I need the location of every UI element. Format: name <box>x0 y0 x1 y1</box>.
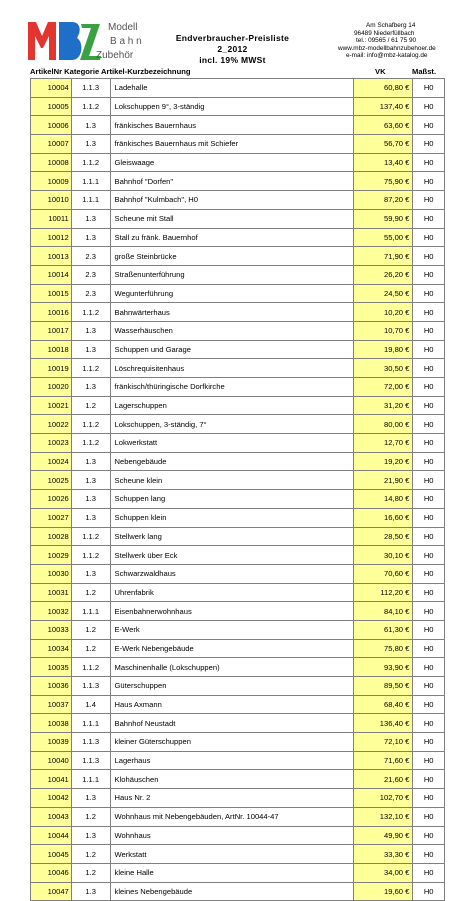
price: 75,80 € <box>354 639 413 658</box>
scale: H0 <box>413 209 445 228</box>
scale: H0 <box>413 677 445 696</box>
article-number: 10028 <box>31 527 72 546</box>
scale: H0 <box>413 265 445 284</box>
price: 33,30 € <box>354 845 413 864</box>
scale: H0 <box>413 359 445 378</box>
price: 71,90 € <box>354 247 413 266</box>
table-row <box>31 378 445 397</box>
scale: H0 <box>413 303 445 322</box>
price: 21,90 € <box>354 471 413 490</box>
category: 1.3 <box>71 209 110 228</box>
category: 1.2 <box>71 583 110 602</box>
table-row <box>31 677 445 696</box>
table-row <box>31 452 445 471</box>
scale: H0 <box>413 228 445 247</box>
category: 1.2 <box>71 863 110 882</box>
address-line: e-mail: info@mbz-katalog.de <box>346 52 428 60</box>
category: 1.1.3 <box>71 79 110 98</box>
table-row <box>31 340 445 359</box>
category: 1.1.1 <box>71 172 110 191</box>
article-name: Güterschuppen <box>110 677 354 696</box>
scale: H0 <box>413 527 445 546</box>
article-number: 10019 <box>31 359 72 378</box>
category: 1.1.2 <box>71 415 110 434</box>
table-row <box>31 116 445 135</box>
price: 137,40 € <box>354 97 413 116</box>
scale: H0 <box>413 508 445 527</box>
article-number: 10027 <box>31 508 72 527</box>
category: 1.3 <box>71 340 110 359</box>
scale: H0 <box>413 321 445 340</box>
category: 1.1.2 <box>71 527 110 546</box>
price: 72,10 € <box>354 733 413 752</box>
price: 34,00 € <box>354 863 413 882</box>
article-number: 10040 <box>31 751 72 770</box>
mbz-logo <box>26 18 156 62</box>
category: 1.1.2 <box>71 658 110 677</box>
table-row <box>31 546 445 565</box>
scale: H0 <box>413 79 445 98</box>
category: 1.3 <box>71 789 110 808</box>
article-name: Stellwerk über Eck <box>110 546 354 565</box>
title-line-2: incl. 19% MWSt <box>199 55 266 65</box>
article-name: E-Werk <box>110 620 354 639</box>
table-row <box>31 863 445 882</box>
price: 102,70 € <box>354 789 413 808</box>
table-row <box>31 733 445 752</box>
article-number: 10021 <box>31 396 72 415</box>
scale: H0 <box>413 97 445 116</box>
table-row <box>31 564 445 583</box>
article-number: 10015 <box>31 284 72 303</box>
article-name: Bahnhof "Kulmbach", H0 <box>110 191 354 210</box>
table-row <box>31 247 445 266</box>
scale: H0 <box>413 620 445 639</box>
article-number: 10024 <box>31 452 72 471</box>
table-row <box>31 284 445 303</box>
price: 89,50 € <box>354 677 413 696</box>
category: 2.3 <box>71 284 110 303</box>
address-line: 96489 Niederfüllbach <box>354 29 415 37</box>
article-number: 10029 <box>31 546 72 565</box>
article-number: 10013 <box>31 247 72 266</box>
article-number: 10030 <box>31 564 72 583</box>
table-row <box>31 620 445 639</box>
article-name: große Steinbrücke <box>110 247 354 266</box>
scale: H0 <box>413 583 445 602</box>
category: 1.1.2 <box>71 153 110 172</box>
category: 1.3 <box>71 882 110 901</box>
scale: H0 <box>413 378 445 397</box>
column-header-row <box>0 64 452 77</box>
category: 1.1.2 <box>71 97 110 116</box>
scale: H0 <box>413 546 445 565</box>
scale: H0 <box>413 639 445 658</box>
company-address <box>338 22 452 60</box>
scale: H0 <box>413 751 445 770</box>
scale: H0 <box>413 602 445 621</box>
table-row <box>31 265 445 284</box>
category: 1.1.2 <box>71 546 110 565</box>
article-number: 10047 <box>31 882 72 901</box>
table-row <box>31 191 445 210</box>
article-name: Scheune mit Stall <box>110 209 354 228</box>
column-header-scale: Maßst. <box>412 67 437 76</box>
table-row <box>31 97 445 116</box>
table-row <box>31 79 445 98</box>
article-number: 10037 <box>31 695 72 714</box>
article-name: Scheune klein <box>110 471 354 490</box>
article-name: Löschrequisitenhaus <box>110 359 354 378</box>
scale: H0 <box>413 845 445 864</box>
category: 1.2 <box>71 620 110 639</box>
article-name: Lagerschuppen <box>110 396 354 415</box>
scale: H0 <box>413 116 445 135</box>
address-line: www.mbz-modellbahnzubehoer.de <box>338 44 436 52</box>
scale: H0 <box>413 452 445 471</box>
article-number: 10017 <box>31 321 72 340</box>
article-number: 10011 <box>31 209 72 228</box>
article-number: 10042 <box>31 789 72 808</box>
table-row <box>31 396 445 415</box>
mbz-logo-graphic <box>26 18 156 62</box>
scale: H0 <box>413 564 445 583</box>
price: 19,20 € <box>354 452 413 471</box>
category: 1.3 <box>71 471 110 490</box>
price: 19,60 € <box>354 882 413 901</box>
category: 1.3 <box>71 116 110 135</box>
price: 60,80 € <box>354 79 413 98</box>
article-name: fränkisches Bauernhaus mit Schiefer <box>110 135 354 154</box>
article-number: 10007 <box>31 135 72 154</box>
svg-text:B a h n: B a h n <box>110 36 142 47</box>
price: 10,70 € <box>354 321 413 340</box>
category: 1.3 <box>71 508 110 527</box>
price: 56,70 € <box>354 135 413 154</box>
article-name: Schuppen klein <box>110 508 354 527</box>
scale: H0 <box>413 658 445 677</box>
price: 63,60 € <box>354 116 413 135</box>
table-row <box>31 209 445 228</box>
price: 13,40 € <box>354 153 413 172</box>
article-number: 10012 <box>31 228 72 247</box>
scale: H0 <box>413 826 445 845</box>
category: 1.1.3 <box>71 677 110 696</box>
price: 12,70 € <box>354 434 413 453</box>
price: 16,60 € <box>354 508 413 527</box>
category: 1.4 <box>71 695 110 714</box>
price: 24,50 € <box>354 284 413 303</box>
price: 30,10 € <box>354 546 413 565</box>
article-name: Straßenunterführung <box>110 265 354 284</box>
category: 1.3 <box>71 564 110 583</box>
price: 80,00 € <box>354 415 413 434</box>
scale: H0 <box>413 191 445 210</box>
scale: H0 <box>413 770 445 789</box>
article-name: Werkstatt <box>110 845 354 864</box>
article-number: 10006 <box>31 116 72 135</box>
article-name: Maschinenhalle (Lokschuppen) <box>110 658 354 677</box>
article-number: 10004 <box>31 79 72 98</box>
scale: H0 <box>413 415 445 434</box>
price-table <box>30 78 445 901</box>
article-name: Lagerhaus <box>110 751 354 770</box>
price: 28,50 € <box>354 527 413 546</box>
table-row <box>31 845 445 864</box>
price: 19,80 € <box>354 340 413 359</box>
scale: H0 <box>413 396 445 415</box>
article-number: 10018 <box>31 340 72 359</box>
table-row <box>31 639 445 658</box>
article-number: 10016 <box>31 303 72 322</box>
title-line-1: Endverbraucher-Preisliste 2_2012 <box>175 33 290 54</box>
table-row <box>31 658 445 677</box>
category: 1.1.1 <box>71 191 110 210</box>
article-name: fränkisch/thüringische Dorfkirche <box>110 378 354 397</box>
scale: H0 <box>413 882 445 901</box>
svg-text:Modell: Modell <box>108 22 138 33</box>
price: 132,10 € <box>354 807 413 826</box>
price: 72,00 € <box>354 378 413 397</box>
article-number: 10041 <box>31 770 72 789</box>
article-name: E-Werk Nebengebäude <box>110 639 354 658</box>
table-row <box>31 527 445 546</box>
article-number: 10045 <box>31 845 72 864</box>
price: 49,90 € <box>354 826 413 845</box>
price: 71,60 € <box>354 751 413 770</box>
column-header-vk: VK <box>375 67 386 76</box>
price: 21,60 € <box>354 770 413 789</box>
category: 1.3 <box>71 378 110 397</box>
scale: H0 <box>413 733 445 752</box>
price: 87,20 € <box>354 191 413 210</box>
article-name: Wohnhaus mit Nebengebäuden, ArtNr. 10044-47 <box>110 807 354 826</box>
article-number: 10026 <box>31 490 72 509</box>
address-line: Am Schafberg 14 <box>366 22 416 29</box>
price: 112,20 € <box>354 583 413 602</box>
article-name: Lokschuppen 9°, 3-ständig <box>110 97 354 116</box>
article-name: Uhrenfabrik <box>110 583 354 602</box>
article-number: 10025 <box>31 471 72 490</box>
article-name: Schwarzwaldhaus <box>110 564 354 583</box>
article-name: Nebengebäude <box>110 452 354 471</box>
category: 1.3 <box>71 135 110 154</box>
article-number: 10032 <box>31 602 72 621</box>
article-number: 10036 <box>31 677 72 696</box>
article-number: 10020 <box>31 378 72 397</box>
article-number: 10022 <box>31 415 72 434</box>
article-number: 10038 <box>31 714 72 733</box>
article-name: kleine Halle <box>110 863 354 882</box>
price: 136,40 € <box>354 714 413 733</box>
scale: H0 <box>413 172 445 191</box>
category: 1.1.1 <box>71 714 110 733</box>
price: 70,60 € <box>354 564 413 583</box>
category: 1.1.2 <box>71 359 110 378</box>
article-name: Haus Axmann <box>110 695 354 714</box>
table-row <box>31 789 445 808</box>
article-number: 10044 <box>31 826 72 845</box>
article-number: 10046 <box>31 863 72 882</box>
price: 10,20 € <box>354 303 413 322</box>
scale: H0 <box>413 284 445 303</box>
column-header-main: ArtikelNr Kategorie Artikel-Kurzbezeichnung <box>30 67 191 76</box>
article-name: fränkisches Bauernhaus <box>110 116 354 135</box>
table-row <box>31 508 445 527</box>
price: 59,90 € <box>354 209 413 228</box>
article-name: Ladehalle <box>110 79 354 98</box>
article-name: Wegunterführung <box>110 284 354 303</box>
category: 1.2 <box>71 639 110 658</box>
table-row <box>31 434 445 453</box>
category: 1.3 <box>71 490 110 509</box>
article-number: 10005 <box>31 97 72 116</box>
price: 68,40 € <box>354 695 413 714</box>
table-row <box>31 303 445 322</box>
article-name: Schuppen lang <box>110 490 354 509</box>
table-row <box>31 415 445 434</box>
scale: H0 <box>413 247 445 266</box>
price: 14,80 € <box>354 490 413 509</box>
article-name: Bahnhof Neustadt <box>110 714 354 733</box>
table-row <box>31 602 445 621</box>
table-row <box>31 807 445 826</box>
category: 2.3 <box>71 265 110 284</box>
category: 1.1.1 <box>71 770 110 789</box>
table-row <box>31 359 445 378</box>
table-row <box>31 583 445 602</box>
category: 1.3 <box>71 228 110 247</box>
category: 1.3 <box>71 321 110 340</box>
table-row <box>31 770 445 789</box>
scale: H0 <box>413 789 445 808</box>
scale: H0 <box>413 434 445 453</box>
address-line: tel.: 09565 / 61 75 90 <box>356 37 417 45</box>
table-row <box>31 826 445 845</box>
price-list-title <box>160 33 305 66</box>
scale: H0 <box>413 153 445 172</box>
category: 1.3 <box>71 452 110 471</box>
article-number: 10014 <box>31 265 72 284</box>
scale: H0 <box>413 135 445 154</box>
scale: H0 <box>413 490 445 509</box>
article-name: Klohäuschen <box>110 770 354 789</box>
article-number: 10035 <box>31 658 72 677</box>
article-name: Gleiswaage <box>110 153 354 172</box>
category: 1.2 <box>71 396 110 415</box>
article-name: Eisenbahnerwohnhaus <box>110 602 354 621</box>
table-row <box>31 321 445 340</box>
article-name: Bahnhof "Dorfen" <box>110 172 354 191</box>
article-number: 10010 <box>31 191 72 210</box>
article-number: 10008 <box>31 153 72 172</box>
article-name: Wasserhäuschen <box>110 321 354 340</box>
article-name: Lokschuppen, 3-ständig, 7° <box>110 415 354 434</box>
category: 2.3 <box>71 247 110 266</box>
category: 1.2 <box>71 845 110 864</box>
price: 93,90 € <box>354 658 413 677</box>
article-number: 10043 <box>31 807 72 826</box>
table-row <box>31 172 445 191</box>
article-number: 10033 <box>31 620 72 639</box>
category: 1.1.1 <box>71 602 110 621</box>
article-number: 10039 <box>31 733 72 752</box>
article-name: Bahnwärterhaus <box>110 303 354 322</box>
table-row <box>31 695 445 714</box>
svg-text:Zubehör: Zubehör <box>96 50 134 61</box>
price: 61,30 € <box>354 620 413 639</box>
scale: H0 <box>413 340 445 359</box>
article-number: 10034 <box>31 639 72 658</box>
article-name: Haus Nr. 2 <box>110 789 354 808</box>
category: 1.2 <box>71 807 110 826</box>
price: 55,00 € <box>354 228 413 247</box>
price: 30,50 € <box>354 359 413 378</box>
price: 75,90 € <box>354 172 413 191</box>
table-row <box>31 135 445 154</box>
category: 1.1.2 <box>71 303 110 322</box>
table-row <box>31 714 445 733</box>
scale: H0 <box>413 807 445 826</box>
article-name: kleines Nebengebäude <box>110 882 354 901</box>
table-row <box>31 751 445 770</box>
scale: H0 <box>413 714 445 733</box>
article-number: 10009 <box>31 172 72 191</box>
price-table-body <box>31 79 445 901</box>
article-name: Schuppen und Garage <box>110 340 354 359</box>
category: 1.1.2 <box>71 434 110 453</box>
article-number: 10023 <box>31 434 72 453</box>
article-name: kleiner Güterschuppen <box>110 733 354 752</box>
scale: H0 <box>413 695 445 714</box>
price: 84,10 € <box>354 602 413 621</box>
scale: H0 <box>413 863 445 882</box>
category: 1.1.3 <box>71 751 110 770</box>
article-number: 10031 <box>31 583 72 602</box>
table-row <box>31 471 445 490</box>
article-name: Wohnhaus <box>110 826 354 845</box>
table-row <box>31 153 445 172</box>
article-name: Stall zu fränk. Bauernhof <box>110 228 354 247</box>
table-row <box>31 228 445 247</box>
table-row <box>31 490 445 509</box>
price: 26,20 € <box>354 265 413 284</box>
article-name: Lokwerkstatt <box>110 434 354 453</box>
article-name: Stellwerk lang <box>110 527 354 546</box>
price: 31,20 € <box>354 396 413 415</box>
table-row <box>31 882 445 901</box>
category: 1.1.3 <box>71 733 110 752</box>
scale: H0 <box>413 471 445 490</box>
category: 1.3 <box>71 826 110 845</box>
